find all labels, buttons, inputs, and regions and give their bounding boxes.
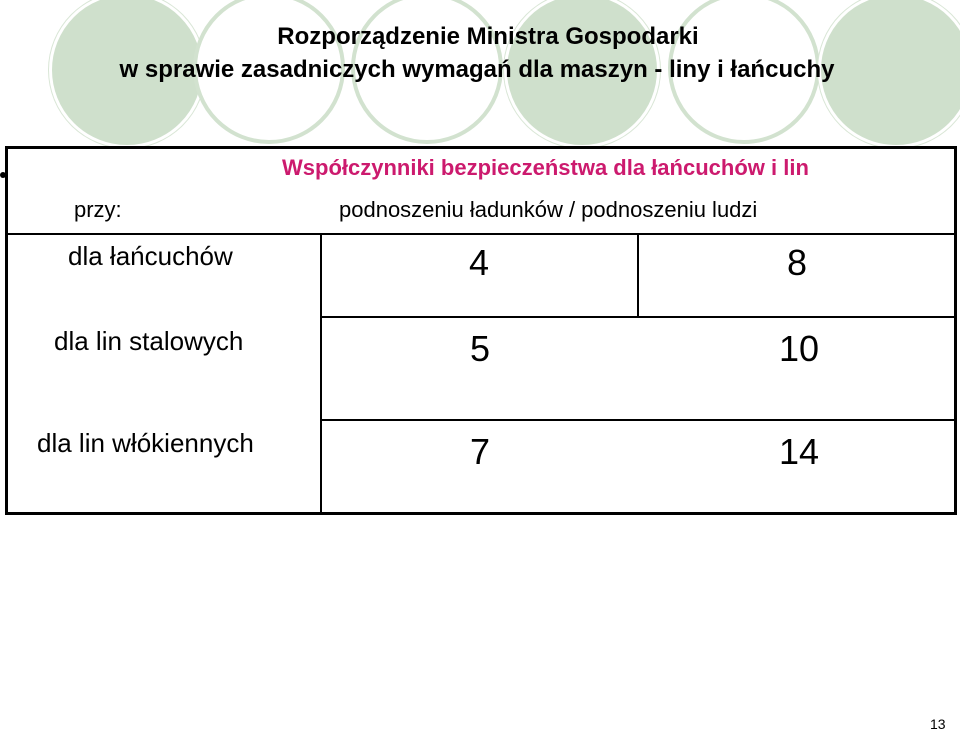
value-steel-people: 10 — [779, 328, 820, 369]
slide-title — [0, 20, 960, 86]
value-chains-loads: 4 — [469, 242, 490, 283]
table-subtitle: Współczynniki bezpieczeństwa dla łańcuchów i lin — [282, 155, 809, 180]
header-przy: przy: — [74, 197, 122, 222]
value-fiber-loads: 7 — [470, 431, 491, 472]
header-divider — [5, 233, 957, 235]
row-label-chains: dla łańcuchów — [68, 241, 233, 271]
header-columns: podnoszeniu ładunków / podnoszeniu ludzi — [339, 197, 758, 222]
value-fiber-people: 14 — [779, 431, 820, 472]
value-chains-people: 8 — [787, 242, 808, 283]
page-number: 13 — [930, 716, 946, 732]
row-label-steel-ropes: dla lin stalowych — [54, 326, 244, 356]
column-divider-1 — [320, 235, 322, 514]
column-divider-2 — [637, 235, 639, 317]
title-line-2: w sprawie zasadniczych wymagań dla maszyn - liny i łańcuchy — [119, 56, 835, 83]
value-steel-loads: 5 — [470, 328, 491, 369]
row-label-fiber-ropes: dla lin włókiennych — [37, 428, 254, 458]
title-line-1: Rozporządzenie Ministra Gospodarki — [277, 23, 699, 50]
row-divider-2 — [320, 419, 956, 421]
